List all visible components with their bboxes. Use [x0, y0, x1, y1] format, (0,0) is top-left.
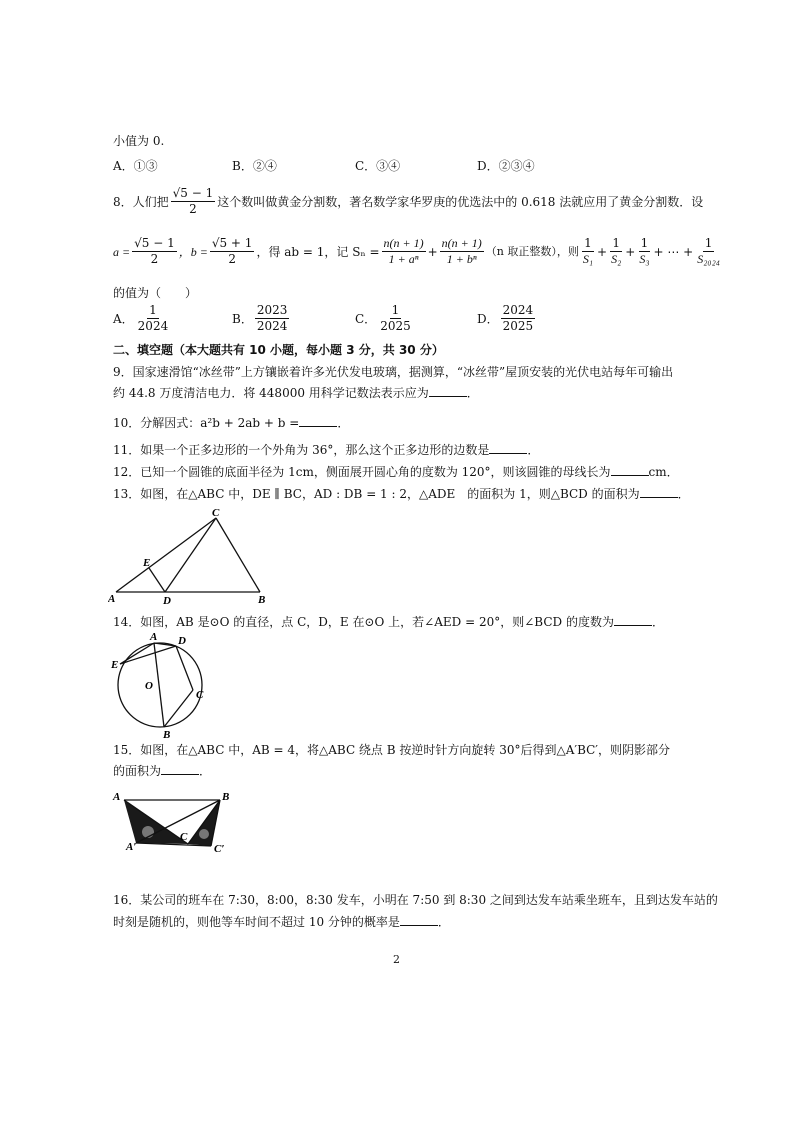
- q8-line2: [113, 236, 724, 267]
- label-b: B: [222, 791, 230, 803]
- answer-blank[interactable]: [614, 614, 652, 626]
- option-fraction: [255, 303, 290, 334]
- option-fraction: [378, 303, 413, 334]
- q8-a-label: a =: [113, 244, 131, 259]
- q16-line2: [113, 914, 450, 930]
- q9-end: ．: [466, 386, 479, 400]
- q8-option-a: [113, 303, 172, 334]
- label-c-prime: C′: [214, 843, 225, 852]
- q10-text: 10．分解因式：a²b + 2ab + b =: [113, 416, 300, 430]
- fraction-numerator: 2023: [256, 303, 288, 317]
- q7-option-c: C．③④: [355, 159, 401, 173]
- diameter-ab: [154, 643, 164, 727]
- q12-text: 12．已知一个圆锥的底面半径为 1cm，侧面展开圆心角的度数为 120°，则该圆锥的母线长为: [113, 465, 611, 479]
- q8-mid: ，得 ab = 1，记 Sₙ =: [256, 244, 380, 259]
- segment-ac: [116, 518, 216, 592]
- plus-sign: +: [427, 244, 438, 259]
- label-d: D: [163, 595, 171, 606]
- q14-end: ．: [651, 615, 664, 629]
- fraction-denominator: 2: [150, 252, 159, 266]
- sum-term-2: [609, 236, 623, 267]
- answer-blank[interactable]: [429, 385, 467, 397]
- q7-option-a: A．①③: [113, 159, 158, 173]
- label-b: B: [258, 594, 266, 606]
- label-c: C: [212, 507, 220, 519]
- fraction-denominator: 1 + bⁿ: [446, 252, 477, 266]
- fraction-denominator: S₂₀₂₄: [697, 252, 720, 266]
- q8-option-b: [232, 303, 291, 334]
- page-number: 2: [393, 953, 400, 966]
- sum-term-3: [637, 236, 651, 267]
- q8-note: （n 取正整数），则: [485, 244, 579, 258]
- fraction-denominator: S₃: [639, 252, 650, 266]
- section-title: 二、填空题（本大题共有 10 小题，每小题 3 分，共 30 分）: [113, 343, 444, 357]
- fraction-denominator: 2024: [137, 319, 169, 333]
- q8-option-d: [477, 303, 537, 334]
- label-a: A: [108, 593, 116, 605]
- fraction-denominator: 2: [189, 202, 197, 216]
- fraction-denominator: S₁: [582, 252, 594, 266]
- fraction-numerator: 1: [584, 236, 592, 250]
- q11-text: 11．如果一个正多边形的一个外角为 36°，那么这个正多边形的边数是: [113, 443, 490, 457]
- segment-dc: [165, 518, 216, 592]
- a-fraction: [132, 236, 177, 267]
- q15-end: ．: [199, 764, 212, 778]
- q9-text: 约 44.8 万度清洁电力．将 448000 用科学记数法表示应为: [113, 386, 429, 400]
- option-fraction: [501, 303, 536, 334]
- label-o: O: [145, 680, 153, 692]
- label-d: D: [178, 635, 186, 647]
- fraction-numerator: √5 + 1: [211, 236, 253, 250]
- q10: [113, 415, 349, 431]
- q16-end: ．: [437, 915, 450, 929]
- answer-blank[interactable]: [489, 442, 527, 454]
- q15-line2: [113, 763, 211, 779]
- fraction-denominator: S₂: [611, 252, 622, 266]
- fraction-denominator: 1 + aⁿ: [388, 252, 419, 266]
- q7-option-b: B．②④: [232, 159, 277, 173]
- q16-text: 时刻是随机的，则他等车时间不超过 10 分钟的概率是: [113, 915, 400, 929]
- circle-diagram: [106, 628, 216, 740]
- q15-line1: 15．如图，在△ABC 中，AB = 4，将△ABC 绕点 B 按逆时针方向旋转 30°后得到△A′BC′，则阴影部分: [113, 743, 671, 757]
- fraction-numerator: 1: [612, 236, 620, 250]
- b-fraction: [210, 236, 255, 267]
- option-label: C．: [355, 311, 377, 326]
- q12: [113, 464, 679, 480]
- fraction-denominator: 2025: [502, 319, 534, 333]
- s-fraction-2: [440, 236, 484, 267]
- golden-ratio-fraction: [171, 186, 216, 217]
- fraction-numerator: 1: [149, 303, 157, 317]
- fraction-numerator: 1: [704, 236, 713, 250]
- answer-blank[interactable]: [299, 415, 337, 427]
- sum-dots: + ⋯ +: [653, 244, 694, 259]
- segment-cb: [216, 518, 260, 592]
- segment-ea: [120, 643, 154, 664]
- rotation-diagram: [108, 786, 238, 852]
- q7-option-d: D．②③④: [477, 159, 535, 173]
- segment-cb: [164, 690, 193, 727]
- plus-sign: +: [597, 244, 608, 259]
- q12-end: cm．: [648, 465, 679, 479]
- s-fraction-1: [382, 236, 426, 267]
- answer-blank[interactable]: [611, 464, 649, 476]
- q8-option-c: [355, 303, 415, 334]
- answer-blank[interactable]: [640, 486, 678, 498]
- fraction-numerator: √5 − 1: [172, 186, 214, 200]
- circle-o: [118, 643, 202, 727]
- label-a: A: [113, 791, 121, 803]
- q16-line1: 16．某公司的班车在 7:30，8:00，8:30 发车，小明在 7:50 到 8:30 之间到达发车站乘坐班车，且到达发车站的: [113, 893, 718, 907]
- fraction-numerator: 1: [391, 303, 400, 317]
- label-b: B: [163, 729, 171, 740]
- fraction-denominator: 2024: [256, 319, 288, 333]
- segment-ed: [149, 568, 165, 592]
- q8-tail: 的值为（ ）: [113, 286, 198, 300]
- q8-line1: [113, 186, 703, 217]
- option-label: A．: [113, 311, 134, 326]
- label-c: C: [196, 689, 204, 701]
- option-label: D．: [477, 311, 499, 326]
- triangle-diagram: [108, 506, 278, 606]
- option-label: B．: [232, 311, 253, 326]
- q11: [113, 442, 539, 458]
- q8-text1: 这个数叫做黄金分割数，著名数学家华罗庚的优选法中的 0.618 法就应用了黄金分割数．设: [217, 194, 704, 209]
- texture-speck: [199, 829, 209, 839]
- label-e: E: [111, 659, 119, 671]
- segment-dc: [176, 646, 193, 690]
- sum-term-last: [695, 236, 722, 267]
- q9-line1: 9．国家速滑馆“冰丝带”上方镶嵌着许多光伏发电玻璃，据测算，“冰丝带”屋顶安装的光伏电站每年可输出: [113, 365, 674, 379]
- fraction-denominator: 2025: [380, 319, 411, 333]
- option-fraction: [136, 303, 171, 334]
- q8-lead: 8．人们把: [113, 194, 169, 209]
- q9-line2: [113, 385, 479, 401]
- q13: [113, 486, 690, 502]
- q7-tail: 小值为 0.: [113, 134, 165, 148]
- answer-blank[interactable]: [161, 763, 199, 775]
- fraction-numerator: 2024: [502, 303, 534, 317]
- fraction-numerator: √5 − 1: [134, 236, 175, 250]
- q14-text: 14．如图，AB 是⊙O 的直径，点 C，D，E 在⊙O 上，若∠AED = 20°，则∠BCD 的度数为: [113, 615, 614, 629]
- q15-text: 的面积为: [113, 764, 162, 778]
- answer-blank[interactable]: [400, 914, 438, 926]
- label-a-prime: A′: [126, 841, 137, 852]
- q13-text: 13．如图，在△ABC 中，DE ∥ BC，AD : DB = 1 : 2，△ADE 的面积为 1，则△BCD 的面积为: [113, 487, 640, 501]
- sum-term-1: [581, 236, 595, 267]
- q10-end: ．: [337, 416, 350, 430]
- fraction-numerator: n(n + 1): [383, 236, 424, 250]
- label-a: A: [150, 631, 158, 643]
- label-e: E: [143, 557, 151, 569]
- label-c: C: [180, 831, 188, 843]
- plus-sign: +: [625, 244, 636, 259]
- q13-end: ．: [677, 487, 690, 501]
- fraction-numerator: 1: [640, 236, 649, 250]
- segment-ed: [120, 646, 176, 664]
- q11-end: ．: [527, 443, 540, 457]
- q8-b-label: ，b =: [178, 244, 208, 259]
- fraction-numerator: n(n + 1): [441, 236, 482, 250]
- fraction-denominator: 2: [228, 252, 236, 266]
